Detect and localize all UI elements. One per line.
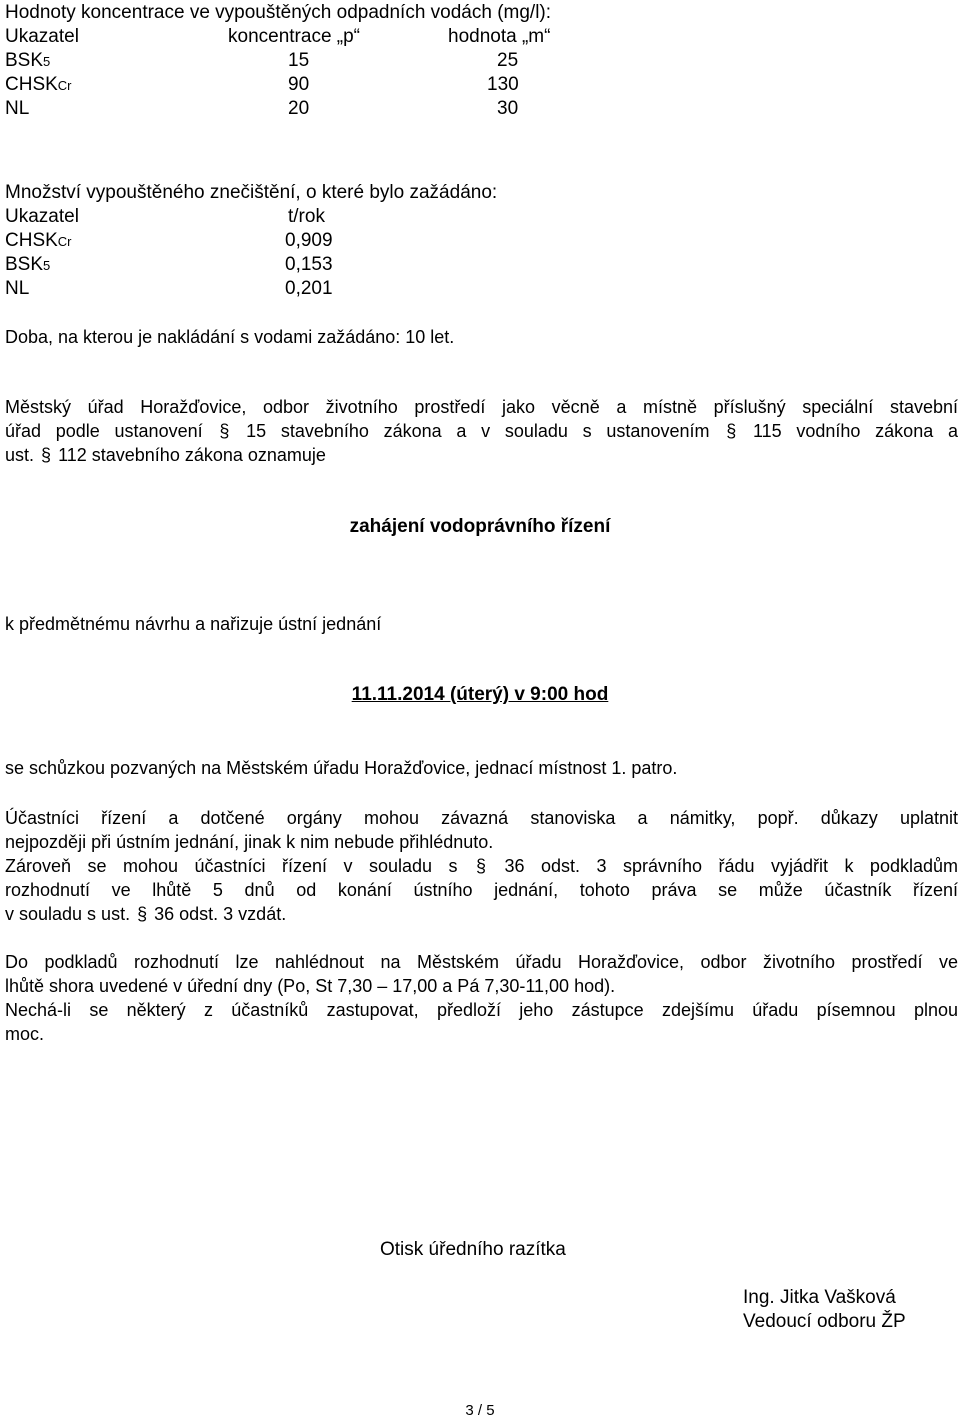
concentration-row-m: 30 xyxy=(497,98,519,119)
page-number: 3 / 5 xyxy=(465,1402,495,1419)
intro-line-1: Městský úřad Horažďovice, odbor životního prostředí jako věcně a místně příslušný speciální stavební xyxy=(5,397,958,417)
concentration-row-name: BSK5 xyxy=(5,50,51,71)
hearing-date: 11.11.2014 (úterý) v 9:00 hod xyxy=(351,684,609,705)
intro-line-3: ust. § 112 stavebního zákona oznamuje xyxy=(5,445,326,465)
concentration-row-m: 130 xyxy=(487,74,519,95)
participants-line-5: v souladu s ust. § 36 odst. 3 vzdát. xyxy=(5,904,287,924)
amount-row-value: 0,153 xyxy=(285,254,333,275)
amount-row-value: 0,201 xyxy=(285,278,333,299)
concentration-title: Hodnoty koncentrace ve vypouštěných odpadních vodách (mg/l): xyxy=(5,2,552,23)
participants-line-4: rozhodnutí ve lhůtě 5 dnů od konání ústního jednání, tohoto práva se může účastník řízení xyxy=(5,880,958,900)
docs-line-2: lhůtě shora uvedené v úřední dny (Po, St 7,30 – 17,00 a Pá 7,30-11,00 hod). xyxy=(5,976,616,996)
stamp-placeholder: Otisk úředního razítka xyxy=(380,1239,566,1260)
meeting-text: se schůzkou pozvaných na Městském úřadu Horažďovice, jednací místnost 1. patro. xyxy=(5,758,678,778)
concentration-row-name: NL xyxy=(5,98,30,119)
amount-row-name: BSK5 xyxy=(5,254,51,275)
participants-line-3: Zároveň se mohou účastníci řízení v souladu s § 36 odst. 3 správního řádu vyjádřit k podkladům xyxy=(5,856,958,876)
proposal-text: k předmětnému návrhu a nařizuje ústní jednání xyxy=(5,614,382,634)
concentration-row-name: CHSKCr xyxy=(5,74,72,95)
notice-heading: zahájení vodoprávního řízení xyxy=(349,516,611,537)
docs-line-3: Nechá-li se některý z účastníků zastupovat, předloží jeho zástupce zdejšímu úřadu písemnou plnou xyxy=(5,1000,958,1020)
concentration-header-m: hodnota „m“ xyxy=(448,26,551,47)
concentration-row-p: 90 xyxy=(288,74,310,95)
docs-line-4: moc. xyxy=(5,1024,45,1044)
signature-name: Ing. Jitka Vašková xyxy=(743,1287,896,1308)
concentration-row-p: 15 xyxy=(288,50,310,71)
concentration-header-indicator: Ukazatel xyxy=(5,26,79,47)
concentration-header-p: koncentrace „p“ xyxy=(228,26,361,47)
concentration-row-p: 20 xyxy=(288,98,310,119)
amount-row-value: 0,909 xyxy=(285,230,333,251)
docs-line-1: Do podkladů rozhodnutí lze nahlédnout na Městském úřadu Horažďovice, odbor životního prostředí ve xyxy=(5,952,958,972)
signature-role: Vedoucí odboru ŽP xyxy=(743,1311,906,1332)
amount-header-indicator: Ukazatel xyxy=(5,206,79,227)
participants-line-2: nejpozději při ústním jednání, jinak k nim nebude přihlédnuto. xyxy=(5,832,494,852)
amount-title: Množství vypouštěného znečištění, o které bylo zažádáno: xyxy=(5,182,498,203)
amount-row-name: NL xyxy=(5,278,30,299)
duration-text: Doba, na kterou je nakládání s vodami zažádáno: 10 let. xyxy=(5,327,455,347)
intro-line-2: úřad podle ustanovení § 15 stavebního zákona a v souladu s ustanovením § 115 vodního zákona a xyxy=(5,421,958,441)
participants-line-1: Účastníci řízení a dotčené orgány mohou závazná stanoviska a námitky, popř. důkazy uplatnit xyxy=(5,808,958,828)
concentration-row-m: 25 xyxy=(497,50,519,71)
amount-row-name: CHSKCr xyxy=(5,230,72,251)
amount-header-unit: t/rok xyxy=(288,206,325,227)
